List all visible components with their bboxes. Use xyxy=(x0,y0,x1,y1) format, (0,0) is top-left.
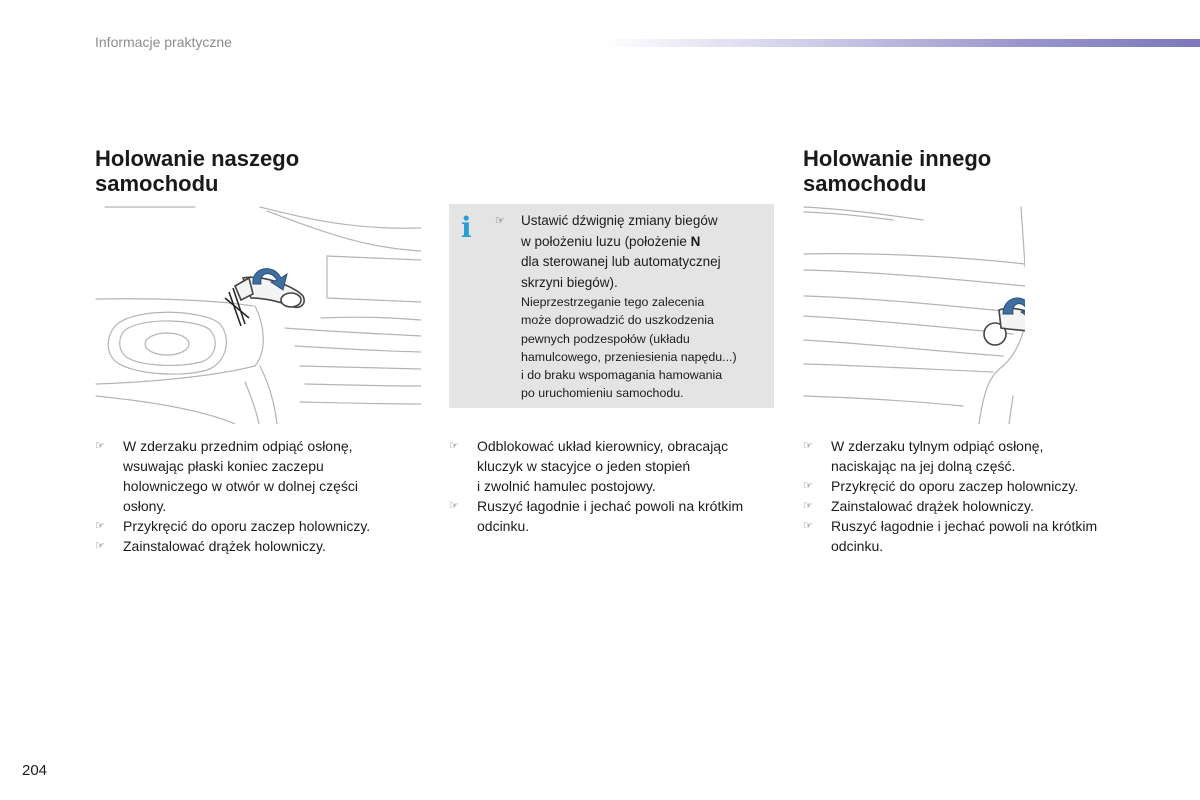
bullet-icon: ☞ xyxy=(95,440,105,452)
info-main-text xyxy=(521,211,766,293)
list-item xyxy=(95,516,415,536)
info-warning-text xyxy=(521,293,771,403)
heading-own-vehicle xyxy=(95,146,299,196)
bullet-icon: ☞ xyxy=(95,520,105,532)
heading-other-vehicle-line1: Holowanie innego xyxy=(803,146,992,171)
list-item-line: W zderzaku tylnym odpiąć osłonę, xyxy=(831,438,1044,454)
own-vehicle-steps xyxy=(95,436,415,556)
list-item xyxy=(95,436,415,516)
front-bumper-towing-eye-illustration xyxy=(95,206,421,424)
list-item-line: Zainstalować drążek holowniczy. xyxy=(831,498,1034,514)
warning-line: hamulcowego, przeniesienia napędu...) xyxy=(521,349,737,364)
list-item-line: odcinku. xyxy=(831,538,884,554)
bullet-icon: ☞ xyxy=(95,540,105,552)
bullet-icon: ☞ xyxy=(803,520,813,532)
list-item-line: wsuwając płaski koniec zaczepu xyxy=(123,458,324,474)
list-item-line: Ruszyć łagodnie i jechać powoli na krótkim xyxy=(477,498,744,514)
list-item xyxy=(449,496,779,536)
info-line: dla sterowanej lub automatycznej xyxy=(521,254,721,269)
section-label: Informacje praktyczne xyxy=(95,34,232,50)
warning-line: i do braku wspomagania hamowania xyxy=(521,368,723,383)
list-item xyxy=(803,436,1143,476)
list-item xyxy=(803,476,1143,496)
list-item-line: naciskając na jej dolną część. xyxy=(831,458,1016,474)
heading-own-vehicle-line1: Holowanie naszego xyxy=(95,146,300,171)
info-line: Ustawić dźwignię zmiany biegów xyxy=(521,213,718,228)
rear-bumper-towing-eye-illustration xyxy=(803,206,1025,424)
bullet-icon: ☞ xyxy=(449,500,459,512)
bullet-icon: ☞ xyxy=(803,500,813,512)
bullet-icon: ☞ xyxy=(449,440,459,452)
steering-release-steps xyxy=(449,436,779,536)
list-item-line: W zderzaku przednim odpiąć osłonę, xyxy=(123,438,353,454)
bullet-icon: ☞ xyxy=(495,215,505,227)
list-item xyxy=(803,496,1143,516)
info-box xyxy=(449,204,774,408)
list-item-line: odcinku. xyxy=(477,518,530,534)
list-item-line: i zwolnić hamulec postojowy. xyxy=(477,478,656,494)
bullet-icon: ☞ xyxy=(803,480,813,492)
warning-line: pewnych podzespołów (układu xyxy=(521,331,690,346)
list-item-line: Odblokować układ kierownicy, obracając xyxy=(477,438,729,454)
other-vehicle-steps xyxy=(803,436,1143,556)
info-line: skrzyni biegów). xyxy=(521,274,618,290)
list-item-line: Ruszyć łagodnie i jechać powoli na krótkim xyxy=(831,518,1098,534)
warning-line: po uruchomieniu samochodu. xyxy=(521,386,684,401)
list-item-line: Przykręcić do oporu zaczep holowniczy. xyxy=(123,518,371,534)
list-item-line: osłony. xyxy=(123,498,167,514)
heading-own-vehicle-line2: samochodu xyxy=(95,171,219,196)
page-number: 204 xyxy=(22,762,48,779)
heading-other-vehicle-line2: samochodu xyxy=(803,171,927,196)
warning-line: może doprowadzić do uszkodzenia xyxy=(521,313,714,328)
list-item xyxy=(803,516,1143,556)
bullet-icon: ☞ xyxy=(803,440,813,452)
list-item-line: kluczyk w stacyjce o jeden stopień xyxy=(477,458,691,474)
list-item-line: Zainstalować drążek holowniczy. xyxy=(123,538,326,554)
gear-position-label: N xyxy=(690,233,701,249)
info-line: w położeniu luzu (położenie N xyxy=(521,233,701,249)
list-item xyxy=(95,536,415,556)
warning-line: Nieprzestrzeganie tego zalecenia xyxy=(521,295,705,309)
list-item-line: holowniczego w otwór w dolnej części xyxy=(123,478,358,494)
header-accent-bar xyxy=(600,39,1200,47)
list-item xyxy=(449,436,779,496)
info-icon: i xyxy=(461,211,472,244)
list-item-line: Przykręcić do oporu zaczep holowniczy. xyxy=(831,478,1079,494)
heading-other-vehicle xyxy=(803,146,991,196)
